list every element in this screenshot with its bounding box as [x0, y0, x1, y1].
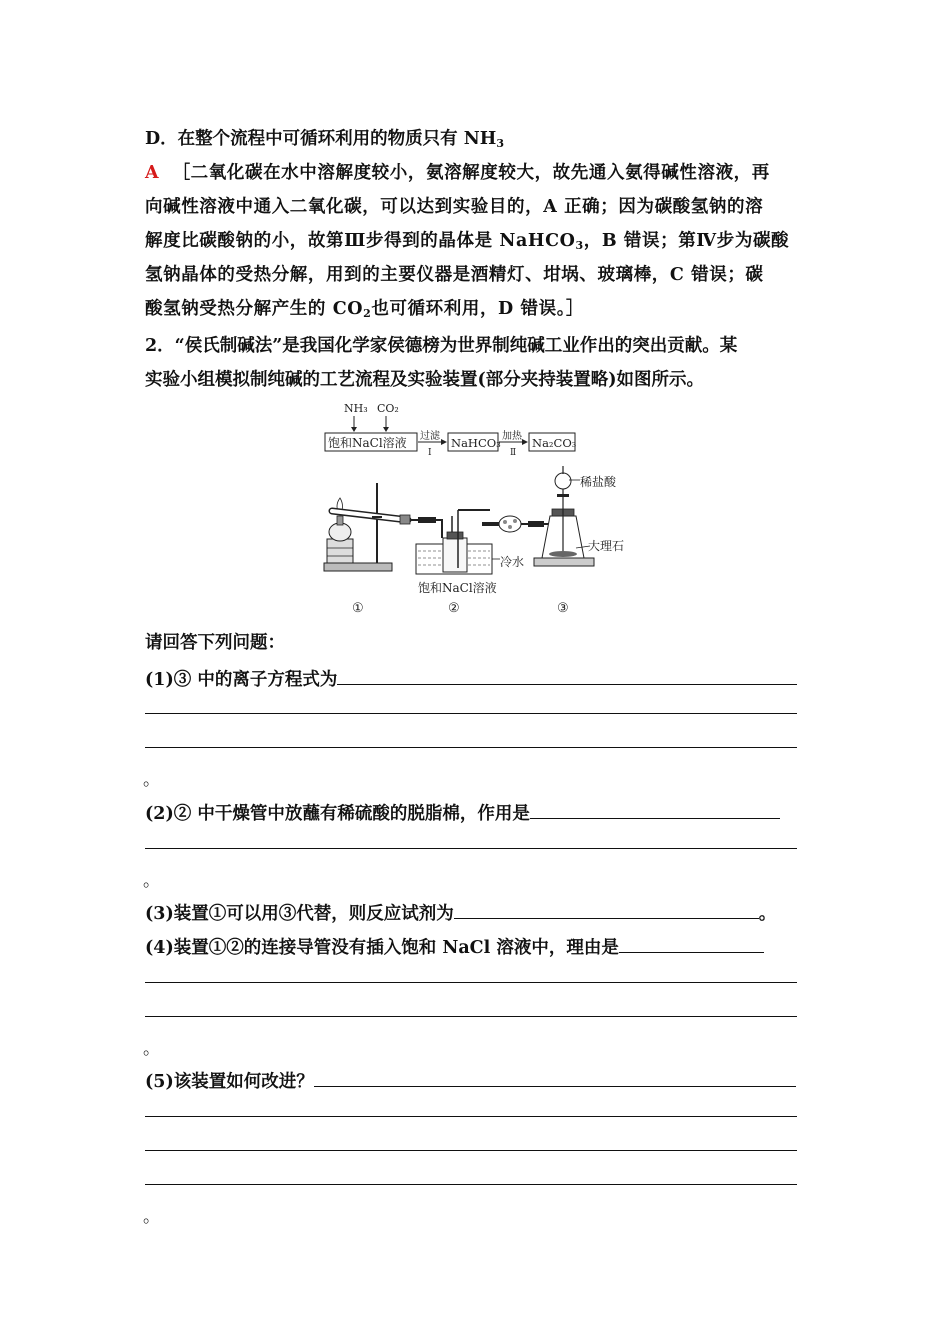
q1-blank[interactable]: [337, 666, 797, 685]
fig-cold-water: 冷水: [500, 555, 525, 569]
answer-text-3-sub: 3: [575, 239, 584, 252]
q3-line: [145, 900, 776, 925]
answer-letter: A: [145, 163, 160, 183]
flow-step-2-top: 加热: [502, 431, 522, 442]
flow-step-1-top: 过滤: [420, 431, 440, 442]
q2-rule-1[interactable]: [145, 848, 797, 849]
q5-rule-2[interactable]: [145, 1150, 797, 1151]
flow-box-1-text: 饱和NaCl溶液: [328, 436, 407, 450]
answer-text-4: 氢钠晶体的受热分解，用到的主要仪器是酒精灯、坩埚、玻璃棒，C 错误；碳: [145, 265, 764, 285]
question-line-1: [145, 335, 737, 357]
answer-text-5-sub: 2: [363, 307, 372, 320]
rubber-tube-2: [528, 521, 544, 527]
fig-nacl-solution: 饱和NaCl溶液: [418, 581, 497, 595]
rubber-tube-1: [418, 517, 436, 523]
co2-arrowhead: [383, 427, 389, 432]
question-line-2: [145, 369, 704, 391]
answer-text-3b: ，B 错误；第Ⅳ步为碳酸: [583, 231, 790, 251]
answer-text-1: ［二氧化碳在水中溶解度较小，氨溶解度较大，故先通入氨得碱性溶液，再: [172, 163, 770, 183]
apparatus-figure: [322, 398, 632, 618]
prompt-text: 请回答下列问题：: [145, 633, 285, 653]
q5-rule-1[interactable]: [145, 1116, 797, 1117]
answer-text-3a: 解度比碳酸钠的小，故第Ⅲ步得到的晶体是 NaHCO: [145, 231, 576, 251]
q2-text: (2)② 中干燥管中放蘸有稀硫酸的脱脂棉，作用是: [145, 804, 530, 824]
q3-period: 。: [758, 904, 777, 924]
question-text-1: 2．“侯氏制碱法”是我国化学家侯德榜为世界制纯碱工业作出的突出贡献。某: [145, 336, 738, 356]
fig-label-2: ②: [448, 601, 460, 616]
answer-line-2: [145, 196, 763, 218]
q3-text: (3)装置①可以用③代替，则反应试剂为: [145, 904, 454, 924]
q5-blank[interactable]: [314, 1068, 796, 1087]
answer-line-1: [145, 162, 770, 184]
answer-line-5: [145, 298, 584, 320]
flow-arrowhead-1: [441, 439, 447, 445]
answer-prompt: [145, 632, 285, 654]
option-d-sub: 3: [496, 137, 504, 150]
q5-text: (5)该装置如何改进？: [145, 1072, 314, 1092]
flow-arrowhead-2: [522, 439, 528, 445]
flow-step-2-bottom: Ⅱ: [510, 448, 517, 458]
flow-box-2-text: NaHCO₃: [451, 436, 501, 450]
q2-period: 。: [143, 871, 160, 891]
drying-tube: [482, 516, 536, 532]
apparatus-1: [324, 483, 410, 571]
q1-text: (1)③ 中的离子方程式为: [145, 670, 338, 690]
fig-marble: 大理石: [588, 539, 625, 553]
q4-rule-1[interactable]: [145, 982, 797, 983]
q4-period: 。: [143, 1039, 160, 1059]
q5-line: [145, 1068, 796, 1093]
q4-text: (4)装置①②的连接导管没有插入饱和 NaCl 溶液中，理由是: [145, 938, 619, 958]
q1-rule-2[interactable]: [145, 747, 797, 748]
q1-line: [145, 666, 797, 691]
q4-line: [145, 934, 764, 959]
q1-rule-1[interactable]: [145, 713, 797, 714]
fig-nh3-label: NH₃: [344, 402, 368, 415]
q4-rule-2[interactable]: [145, 1016, 797, 1017]
q5-period: 。: [143, 1207, 160, 1227]
q1-period: 。: [143, 770, 160, 790]
q4-blank[interactable]: [619, 934, 764, 953]
fig-label-3: ③: [557, 601, 569, 616]
option-d: [145, 128, 504, 150]
answer-text-2: 向碱性溶液中通入二氧化碳，可以达到实验目的，A 正确；因为碳酸氢钠的溶: [145, 197, 764, 217]
q3-blank[interactable]: [454, 900, 759, 919]
fig-acid: 稀盐酸: [580, 475, 617, 489]
nh3-arrowhead: [351, 427, 357, 432]
fig-co2-label: CO₂: [377, 402, 399, 415]
answer-text-5b: 也可循环利用，D 错误。］: [371, 299, 585, 319]
q2-blank[interactable]: [530, 800, 780, 819]
answer-text-5a: 酸氢钠受热分解产生的 CO: [145, 299, 364, 319]
option-d-text: D．在整个流程中可循环利用的物质只有 NH: [145, 129, 497, 149]
q5-rule-3[interactable]: [145, 1184, 797, 1185]
answer-line-3: [145, 230, 789, 252]
answer-line-4: [145, 264, 764, 286]
flow-box-3-text: Na₂CO₃: [532, 436, 577, 450]
q2-line: [145, 800, 780, 825]
question-text-2: 实验小组模拟制纯碱的工艺流程及实验装置(部分夹持装置略)如图所示。: [145, 370, 705, 390]
flow-step-1-bottom: Ⅰ: [428, 448, 432, 458]
fig-label-1: ①: [352, 601, 364, 616]
